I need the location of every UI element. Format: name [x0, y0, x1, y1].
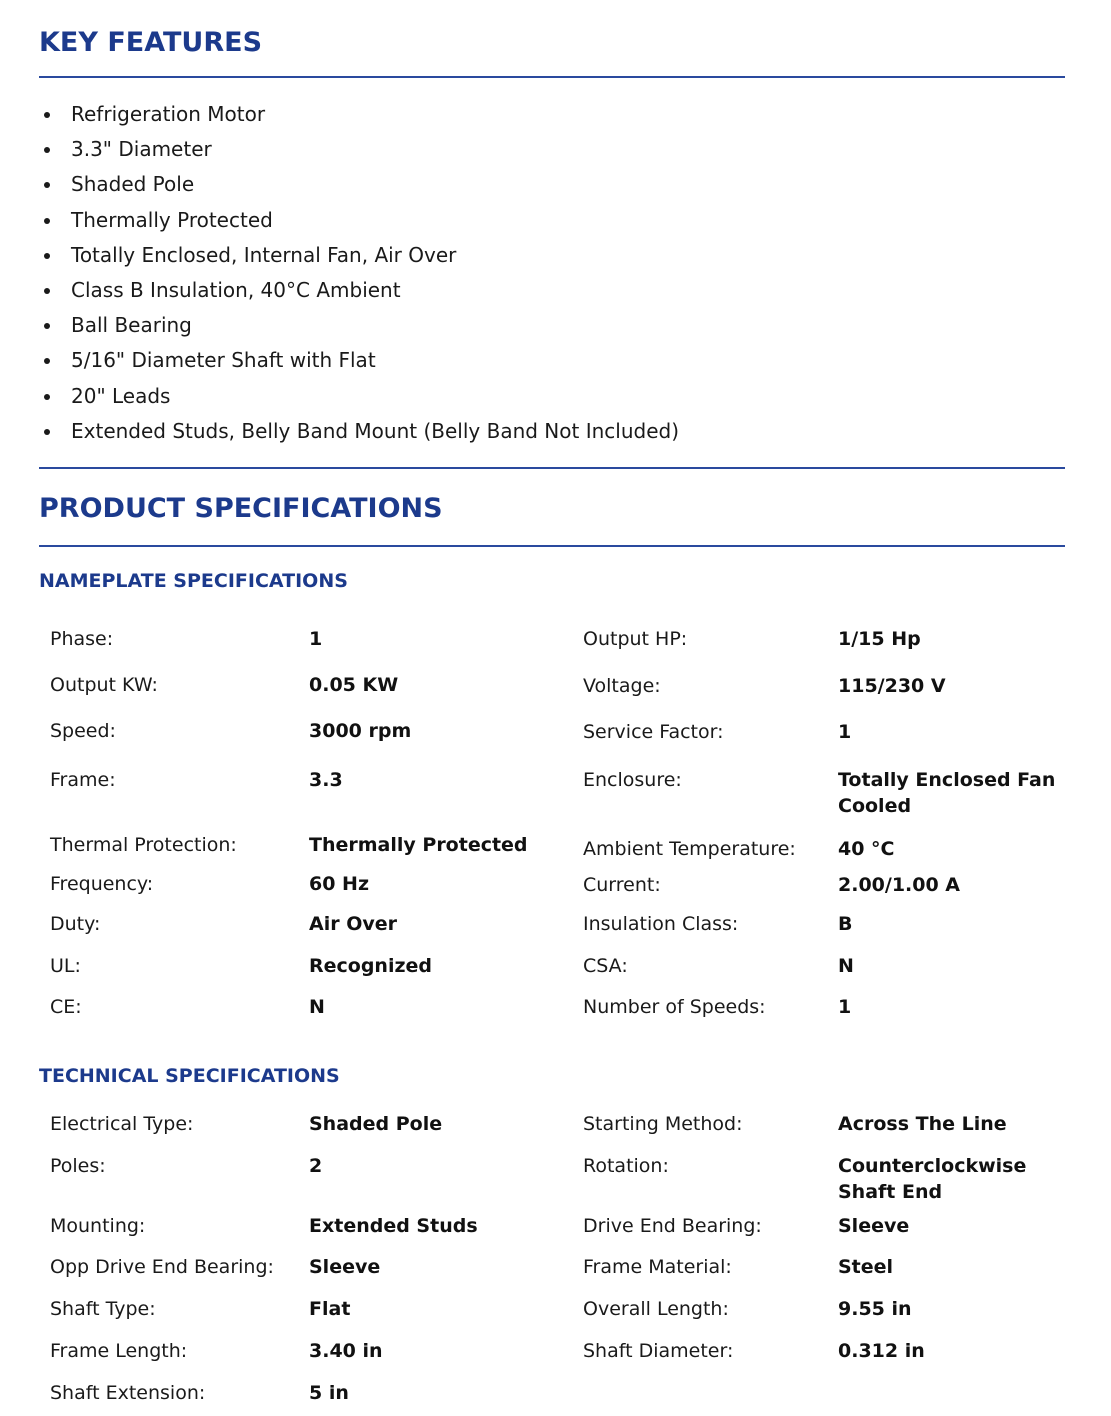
spec-label: CSA: [583, 955, 628, 977]
spec-label: Mounting: [50, 1215, 146, 1237]
feature-text: Refrigeration Motor [71, 102, 266, 126]
feature-item [44, 343, 679, 378]
spec-value: 40 °C [838, 838, 895, 860]
spec-label: CE: [50, 996, 82, 1018]
bullet-icon [44, 429, 50, 435]
spec-value: Shaded Pole [309, 1113, 443, 1135]
bullet-icon [44, 182, 50, 188]
feature-item [44, 167, 679, 202]
spec-value: Recognized [309, 955, 433, 977]
feature-item [44, 414, 679, 449]
feature-text: Thermally Protected [71, 207, 273, 232]
feature-text: 20" Leads [71, 383, 171, 408]
spec-value: 60 Hz [309, 873, 370, 895]
product-specifications-divider [39, 545, 1065, 547]
spec-label: Speed: [50, 720, 116, 742]
spec-value: 1 [309, 628, 323, 650]
spec-value: 0.05 KW [309, 674, 399, 696]
spec-label: Frame: [50, 769, 116, 791]
spec-label: Starting Method: [583, 1113, 743, 1135]
spec-label: Opp Drive End Bearing: [50, 1256, 274, 1278]
bullet-icon [44, 394, 50, 400]
spec-label: Frame Length: [50, 1340, 188, 1362]
feature-text: Class B Insulation, 40°C Ambient [71, 277, 401, 302]
key-features-list [44, 97, 679, 449]
bullet-icon [44, 288, 50, 294]
spec-label: Phase: [50, 628, 114, 650]
feature-text: Totally Enclosed, Internal Fan, Air Over [71, 242, 457, 267]
feature-item [44, 203, 679, 238]
feature-text: 5/16" Diameter Shaft with Flat [71, 348, 376, 373]
spec-label: Voltage: [583, 675, 661, 697]
key-features-title: KEY FEATURES [39, 27, 263, 58]
spec-value: B [838, 913, 853, 935]
spec-label: Rotation: [583, 1155, 669, 1177]
spec-label: Thermal Protection: [50, 834, 237, 856]
feature-item [44, 97, 679, 132]
feature-text: Extended Studs, Belly Band Mount (Belly Band Not Included) [71, 418, 680, 443]
spec-value: Steel [838, 1256, 894, 1278]
spec-label: Overall Length: [583, 1298, 729, 1320]
spec-value: Sleeve [838, 1215, 910, 1237]
spec-value: 5 in [309, 1382, 349, 1404]
spec-label: UL: [50, 955, 81, 977]
spec-label: Enclosure: [583, 769, 682, 791]
bullet-icon [44, 112, 50, 118]
feature-text: 3.3" Diameter [71, 137, 212, 162]
spec-value: 115/230 V [838, 675, 946, 697]
spec-value: Thermally Protected [309, 834, 528, 856]
spec-value: 3000 rpm [309, 720, 412, 742]
spec-label: Number of Speeds: [583, 996, 766, 1018]
spec-label: Service Factor: [583, 721, 724, 743]
spec-value: Sleeve [309, 1256, 381, 1278]
bullet-icon [44, 147, 50, 153]
bullet-icon [44, 218, 50, 224]
spec-label: Shaft Type: [50, 1298, 156, 1320]
spec-value: 3.40 in [309, 1340, 383, 1362]
spec-value: 3.3 [309, 769, 343, 791]
spec-label: Drive End Bearing: [583, 1215, 762, 1237]
spec-value: N [309, 996, 325, 1018]
spec-label: Shaft Diameter: [583, 1340, 734, 1362]
feature-item [44, 273, 679, 308]
spec-value: 1/15 Hp [838, 628, 921, 650]
spec-value: N [838, 955, 854, 977]
bullet-icon [44, 323, 50, 329]
features-bottom-divider [39, 467, 1065, 469]
feature-item [44, 308, 679, 343]
feature-item [44, 379, 679, 414]
spec-value: Flat [309, 1298, 351, 1320]
spec-value: 2.00/1.00 A [838, 874, 961, 896]
spec-label: Frequency: [50, 873, 154, 895]
spec-value: Across The Line [838, 1113, 1007, 1135]
bullet-icon [44, 253, 50, 259]
spec-value: 0.312 in [838, 1340, 925, 1362]
feature-item [44, 132, 679, 167]
spec-value: Extended Studs [309, 1215, 478, 1237]
bullet-icon [44, 358, 50, 364]
spec-label: Insulation Class: [583, 913, 739, 935]
spec-label: Duty: [50, 913, 101, 935]
nameplate-specifications-title: NAMEPLATE SPECIFICATIONS [39, 570, 348, 592]
spec-value: 2 [309, 1155, 323, 1177]
technical-specifications-title: TECHNICAL SPECIFICATIONS [39, 1065, 340, 1087]
spec-value: 1 [838, 996, 852, 1018]
spec-label: Ambient Temperature: [583, 838, 796, 860]
feature-text: Shaded Pole [71, 172, 195, 197]
spec-label: Output KW: [50, 674, 158, 696]
spec-value: Counterclockwise Shaft End [838, 1155, 1027, 1203]
spec-label: Frame Material: [583, 1256, 732, 1278]
spec-value: Air Over [309, 913, 397, 935]
spec-label: Shaft Extension: [50, 1382, 206, 1404]
spec-value: 1 [838, 721, 852, 743]
spec-label: Output HP: [583, 628, 688, 650]
key-features-divider [39, 76, 1065, 78]
feature-item [44, 238, 679, 273]
spec-label: Current: [583, 874, 661, 896]
feature-text: Ball Bearing [71, 313, 192, 338]
spec-label: Electrical Type: [50, 1113, 194, 1135]
spec-label: Poles: [50, 1155, 106, 1177]
spec-value: Totally Enclosed Fan Cooled [838, 769, 1056, 817]
product-specifications-title: PRODUCT SPECIFICATIONS [39, 493, 443, 524]
spec-value: 9.55 in [838, 1298, 912, 1320]
